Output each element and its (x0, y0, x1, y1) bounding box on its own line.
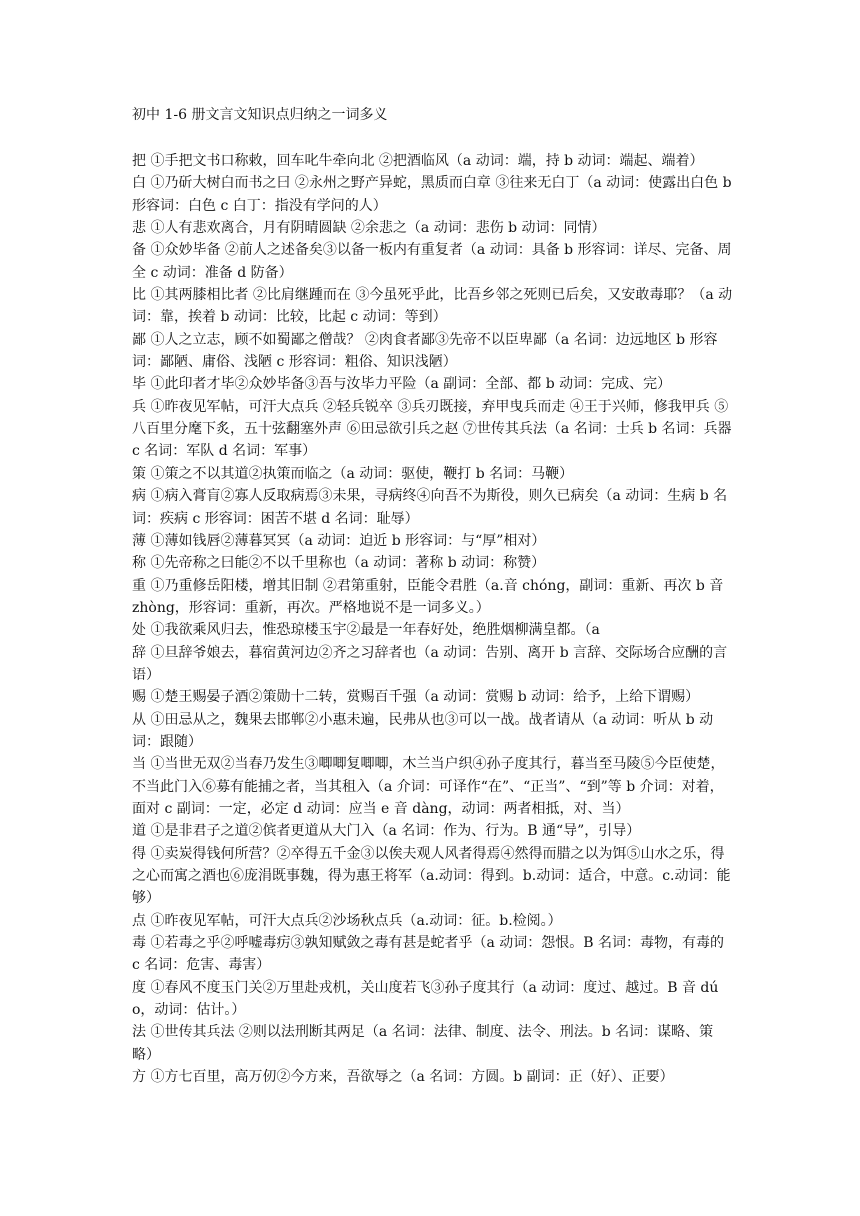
entry-paragraph: 辞 ①旦辞爷娘去，暮宿黄河边②齐之习辞者也（a 动词：告别、离开 b 言辞、交际场合应酬的言语） (132, 644, 728, 683)
entry-paragraph: 白 ①乃斫大树白而书之曰 ②永州之野产异蛇，黑质而白章 ③往来无白丁（a 动词：使露出白色 b 形容词：白色 c 白丁：指没有学问的人） (132, 175, 732, 214)
entry-paragraph: 赐 ①楚王赐晏子酒②策勋十二转，赏赐百千强（a 动词：赏赐 b 动词：给予，上给下谓赐） (132, 689, 700, 706)
entry-paragraph: 从 ①田忌从之，魏果去邯郸②小惠未遍，民弗从也③可以一战。战者请从（a 动词：听从 b 动词：跟随） (132, 711, 714, 750)
entry-list (132, 150, 734, 1088)
entry-paragraph: 当 ①当世无双②当春乃发生③唧唧复唧唧，木兰当户织④孙子度其行，暮当至马陵⑤今臣使楚，不当此门入⑥募有能捕之者，当其租入（a 介词：可译作“在”、“正当”、“到”等 b 介词：对着，面对 c 副词：一定，必定 d 动词：应当 e 音 dàng，动词：两者相抵，对、当） (132, 756, 725, 817)
entry-paragraph: 毕 ①此印者才毕②众妙毕备③吾与汝毕力平险（a 副词：全部、都 b 动词：完成、完） (132, 376, 672, 393)
entry-paragraph: 备 ①众妙毕备 ②前人之述备矣③以备一板内有重复者（a 动词：具备 b 形容词：详尽、完备、周全 c 动词：准备 d 防备） (132, 242, 732, 281)
entry-paragraph: 鄙 ①人之立志，顾不如蜀鄙之僧哉？ ②肉食者鄙③先帝不以臣卑鄙（a 名词：边远地区 b 形容词：鄙陋、庸俗、浅陋 c 形容词：粗俗、知识浅陋） (132, 331, 718, 371)
entry-paragraph: 得 ①卖炭得钱何所营？②卒得五千金③以俟夫观人风者得焉④然得而腊之以为饵⑤山水之乐，得之心而寓之酒也⑥庞涓既事魏，得为惠王将军（a.动词：得到。b.动词：适合，中意。c.动词：能够） (132, 845, 731, 907)
entry-paragraph: 点 ①昨夜见军帖，可汗大点兵②沙场秋点兵（a.动词：征。b.检阅。） (132, 912, 562, 929)
entry-paragraph: 毒 ①若毒之乎②呼嘘毒疠③孰知赋敛之毒有甚是蛇者乎（a 动词：怨恨。B 名词：毒物，有毒的 c 名词：危害、毒害） (132, 935, 724, 974)
entry-paragraph: 病 ①病入膏肓②寡人反取病焉③未果，寻病终④向吾不为斯役，则久已病矣（a 动词：生病 b 名词：疾病 c 形容词：困苦不堪 d 名词：耻辱） (132, 488, 728, 527)
entry-paragraph: 重 ①乃重修岳阳楼，增其旧制 ②君第重射，臣能令君胜（a.音 chóng，副词：重新、再次 b 音 zhòng，形容词：重新，再次。严格地说不是一词多义。） (132, 577, 724, 616)
entry-paragraph: 把 ①手把文书口称敕，回车叱牛牵向北 ②把酒临风（a 动词：端，持 b 动词：端起、端着） (132, 153, 704, 169)
document-title: 初中 1-6 册文言文知识点归纳之一词多义 (132, 107, 388, 123)
entry-paragraph: 度 ①春风不度玉门关②万里赴戎机，关山度若飞③孙子度其行（a 动词：度过、越过。B 音 dúo，动词：估计。） (132, 979, 719, 1019)
entry-paragraph: 薄 ①薄如钱唇②薄暮冥冥（a 动词：迫近 b 形容词：与“厚”相对） (132, 532, 546, 549)
entry-paragraph: 称 ①先帝称之曰能②不以千里称也（a 动词：著称 b 动词：称赞） (132, 555, 546, 572)
entry-paragraph: 比 ①其两膝相比者 ②比肩继踵而在 ③今虽死乎此，比吾乡邻之死则已后矣，又安敢毒耶？（a 动词：靠，挨着 b 动词：比较，比起 c 动词：等到） (132, 287, 733, 326)
entry-paragraph: 处 ①我欲乘风归去，惟恐琼楼玉宇②最是一年春好处，绝胜烟柳满皇都。（a (132, 622, 600, 639)
entry-paragraph: 方 ①方七百里，高万仞②今方来，吾欲辱之（a 名词：方圆。b 副词：正（好）、正要） (132, 1069, 674, 1086)
entry-paragraph: 道 ①是非君子之道②傧者更道从大门入（a 名词：作为、行为。B 通“导”，引导） (132, 823, 641, 840)
entry-paragraph: 兵 ①昨夜见军帖，可汗大点兵 ②轻兵锐卒 ③兵刃既接，弃甲曳兵而走 ④王于兴师，修我甲兵 ⑤八百里分麾下炙，五十弦翻塞外声 ⑥田忌欲引兵之赵 ⑦世传其兵法（a 名词：士兵 b 名词：兵器 c 名词：军队 d 名词：军事） (132, 398, 732, 460)
entry-paragraph: 策 ①策之不以其道②执策而临之（a 动词：驱使，鞭打 b 名词：马鞭） (132, 465, 574, 482)
entry-paragraph: 法 ①世传其兵法 ②则以法刑断其两足（a 名词：法律、制度、法令、刑法。b 名词：谋略、策略） (132, 1024, 714, 1063)
entry-paragraph: 悲 ①人有悲欢离合，月有阴晴圆缺 ②余悲之（a 动词：悲伤 b 动词：同情） (132, 220, 606, 237)
